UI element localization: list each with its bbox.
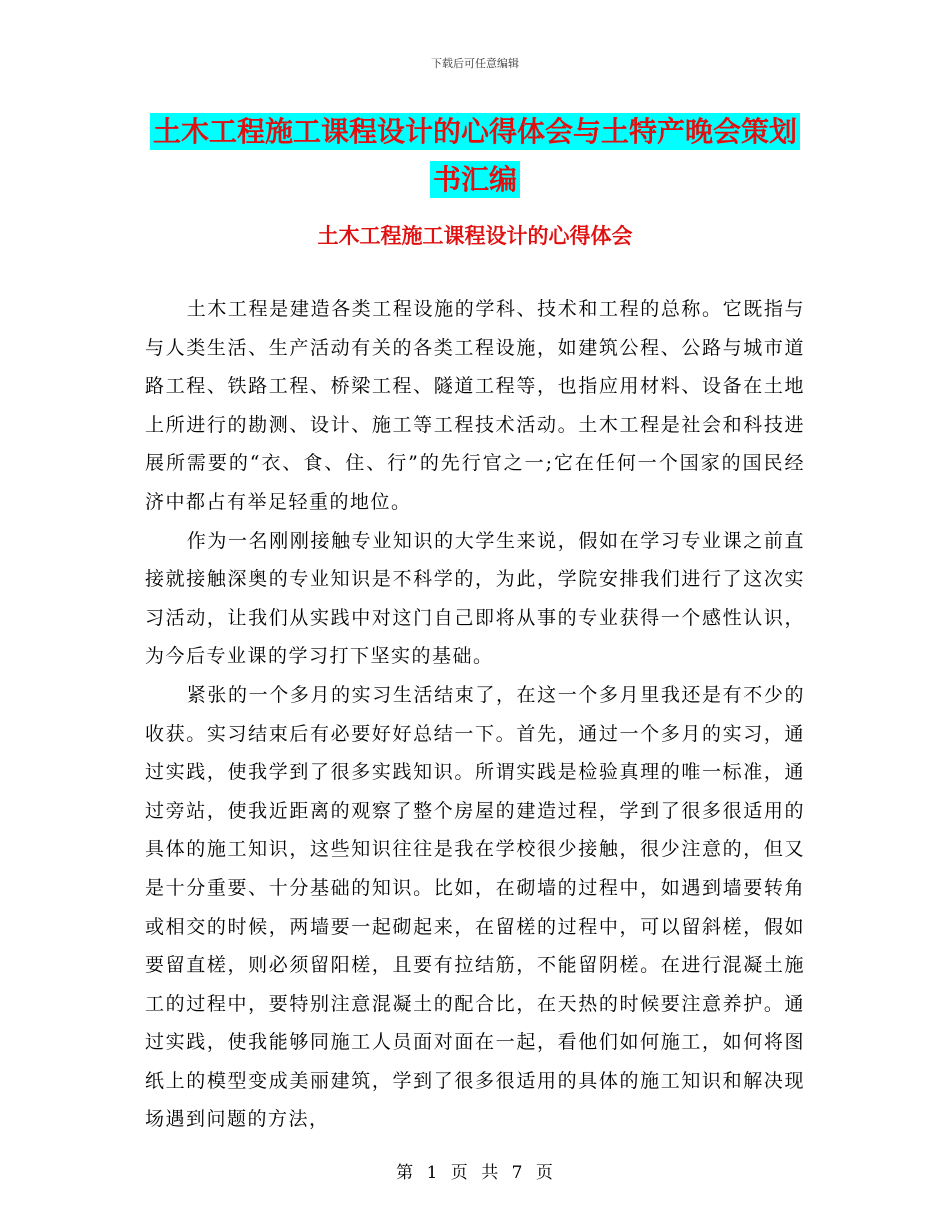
section-heading: 土木工程施工课程设计的心得体会 <box>317 223 633 248</box>
page-number: 第 1 页 共 7 页 <box>396 1163 554 1183</box>
title-line-2: 书汇编 <box>430 161 520 198</box>
body-text <box>145 290 805 1139</box>
paragraph-3: 紧张的一个多月的实习生活结束了，在这一个多月里我还是有不少的收获。实习结束后有必要好好总结一下。首先，通过一个多月的实习，通过实践，使我学到了很多实践知识。所谓实践是检验真理的唯一标准，通过旁站，使我近距离的观察了整个房屋的建造过程，学到了很多很适用的具体的施工知识，这些知识往往是我在学校很少接触，很少注意的，但又是十分重要、十分基础的知识。比如，在砌墙的过程中，如遇到墙要转角或相交的时候，两墙要一起砌起来，在留槎的过程中，可以留斜槎，假如要留直槎，则必须留阳槎，且要有拉结筋，不能留阴槎。在进行混凝土施工的过程中，要特别注意混凝土的配合比，在天热的时候要注意养护。通过实践，使我能够同施工人员面对面在一起，看他们如何施工，如何将图纸上的模型变成美丽建筑，学到了很多很适用的具体的施工知识和解决现场遇到问题的方法， <box>145 683 805 1131</box>
document-title <box>0 108 950 204</box>
paragraph-2: 作为一名刚刚接触专业知识的大学生来说，假如在学习专业课之前直接就接触深奥的专业知识是不科学的，为此，学院安排我们进行了这次实习活动，让我们从实践中对这门自己即将从事的专业获得一个感性认识，为今后专业课的学习打下坚实的基础。 <box>145 529 805 668</box>
paragraph-1: 土木工程是建造各类工程设施的学科、技术和工程的总称。它既指与与人类生活、生产活动有关的各类工程设施，如建筑公程、公路与城市道路工程、铁路工程、桥梁工程、隧道工程等，也指应用材料、设备在土地上所进行的勘测、设计、施工等工程技术活动。土木工程是社会和科技进展所需要的“衣、食、住、行”的先行官之一;它在任何一个国家的国民经济中都占有举足轻重的地位。 <box>145 298 805 513</box>
title-line-1: 土木工程施工课程设计的心得体会与土特产晚会策划 <box>150 113 800 150</box>
page-header-note: 下载后可任意编辑 <box>431 57 519 70</box>
